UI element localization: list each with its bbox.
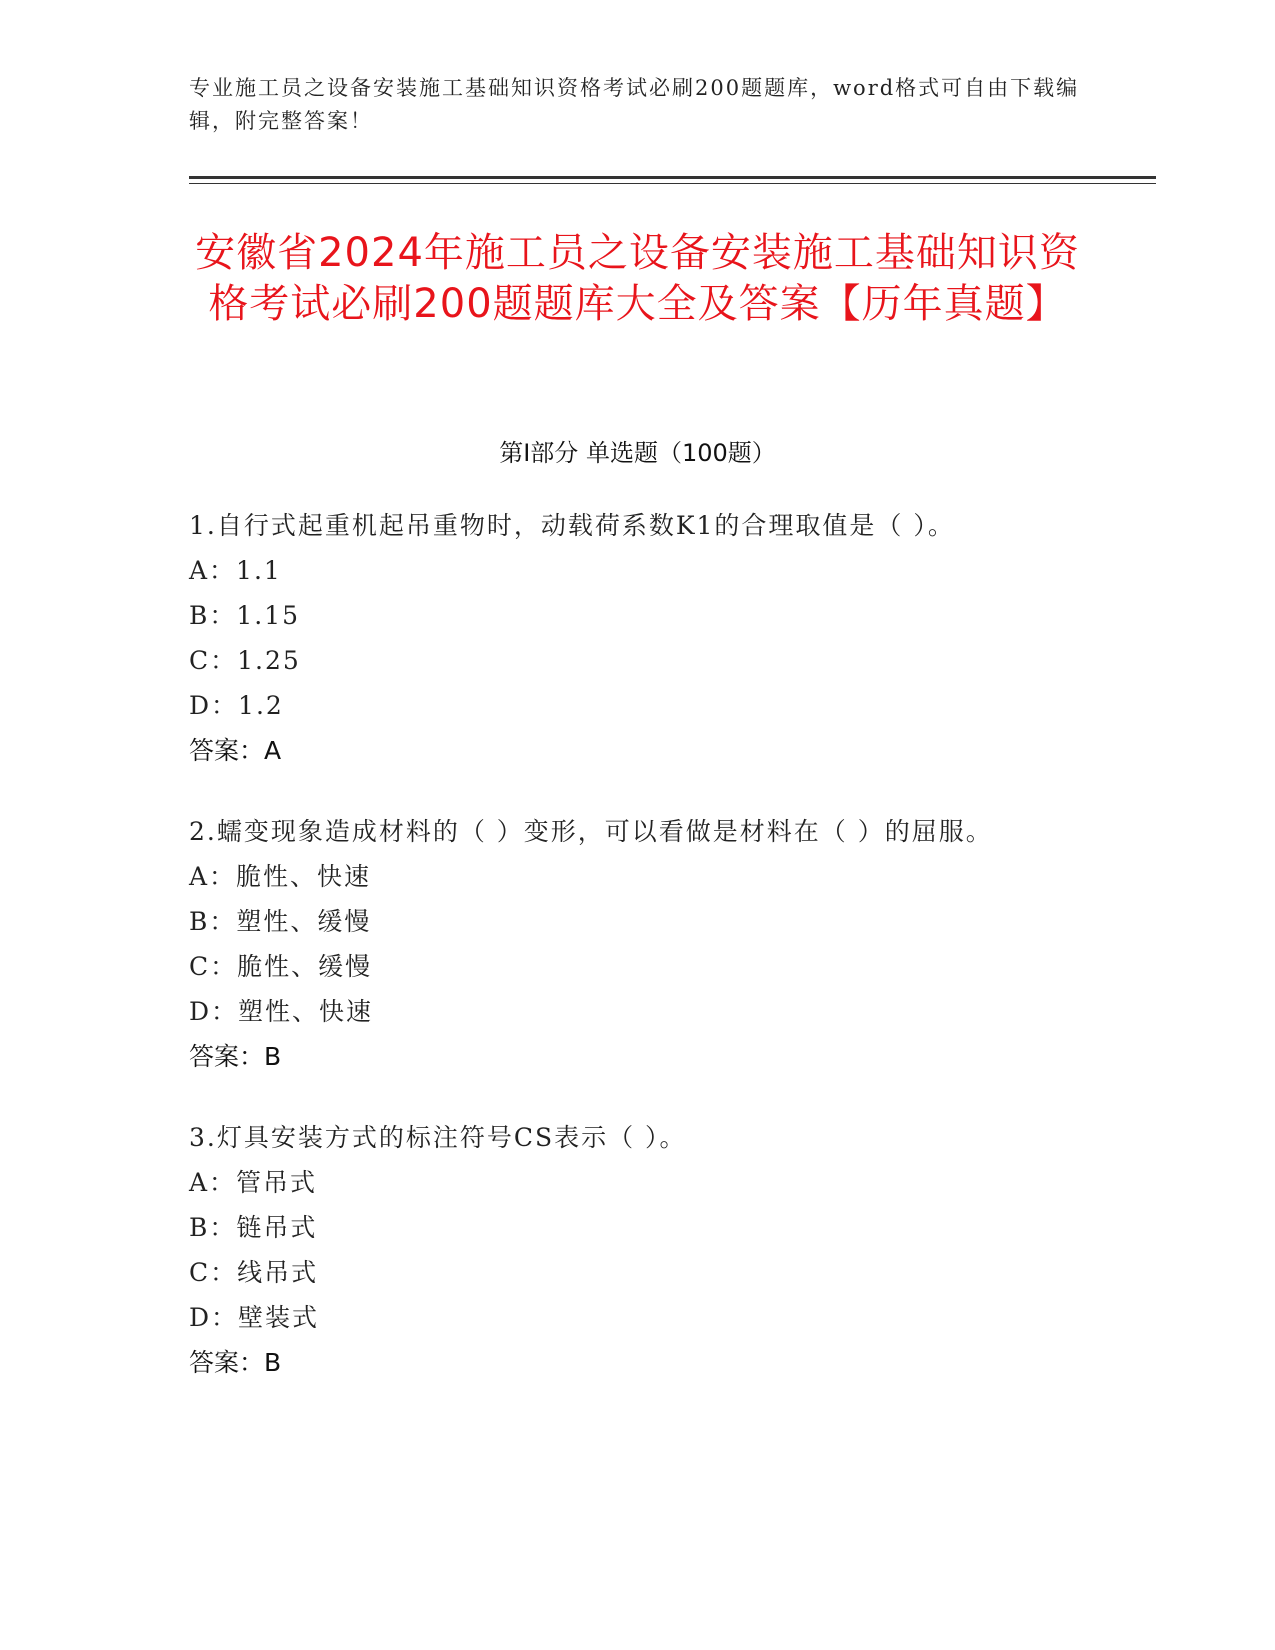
question-1	[189, 503, 1149, 773]
option-b: B：塑性、缓慢	[189, 907, 372, 936]
header-note: 专业施工员之设备安装施工基础知识资格考试必刷200题题库，word格式可自由下载编辑，附完整答案！	[189, 76, 1080, 133]
option-d: D：1.2	[189, 691, 284, 720]
option-c: C：线吊式	[189, 1258, 319, 1287]
question-3	[189, 1115, 1149, 1385]
question-stem: 3.灯具安装方式的标注符号CS表示（ ）。	[189, 1123, 687, 1152]
option-d: D：壁装式	[189, 1303, 320, 1332]
document-title: 安徽省2024年施工员之设备安装施工基础知识资格考试必刷200题题库大全及答案【历年真题】	[195, 230, 1080, 327]
section-title: 第Ⅰ部分 单选题（100题）	[499, 439, 776, 467]
option-c: C：1.25	[189, 646, 301, 675]
option-a: A：1.1	[189, 556, 282, 585]
option-b: B：1.15	[189, 601, 301, 630]
answer: 答案：B	[189, 1348, 282, 1377]
option-b: B：链吊式	[189, 1213, 318, 1242]
option-a: A：脆性、快速	[189, 862, 372, 891]
header-rule-thick	[189, 176, 1156, 179]
answer: 答案：A	[189, 736, 282, 765]
option-a: A：管吊式	[189, 1168, 318, 1197]
option-d: D：塑性、快速	[189, 997, 374, 1026]
option-c: C：脆性、缓慢	[189, 952, 373, 981]
answer: 答案：B	[189, 1042, 282, 1071]
header-rule-thin	[189, 183, 1156, 184]
question-stem: 1.自行式起重机起吊重物时，动载荷系数K1的合理取值是（ ）。	[189, 511, 955, 540]
question-2	[189, 809, 1149, 1079]
question-stem: 2.蠕变现象造成材料的（ ）变形，可以看做是材料在（ ）的屈服。	[189, 817, 993, 846]
